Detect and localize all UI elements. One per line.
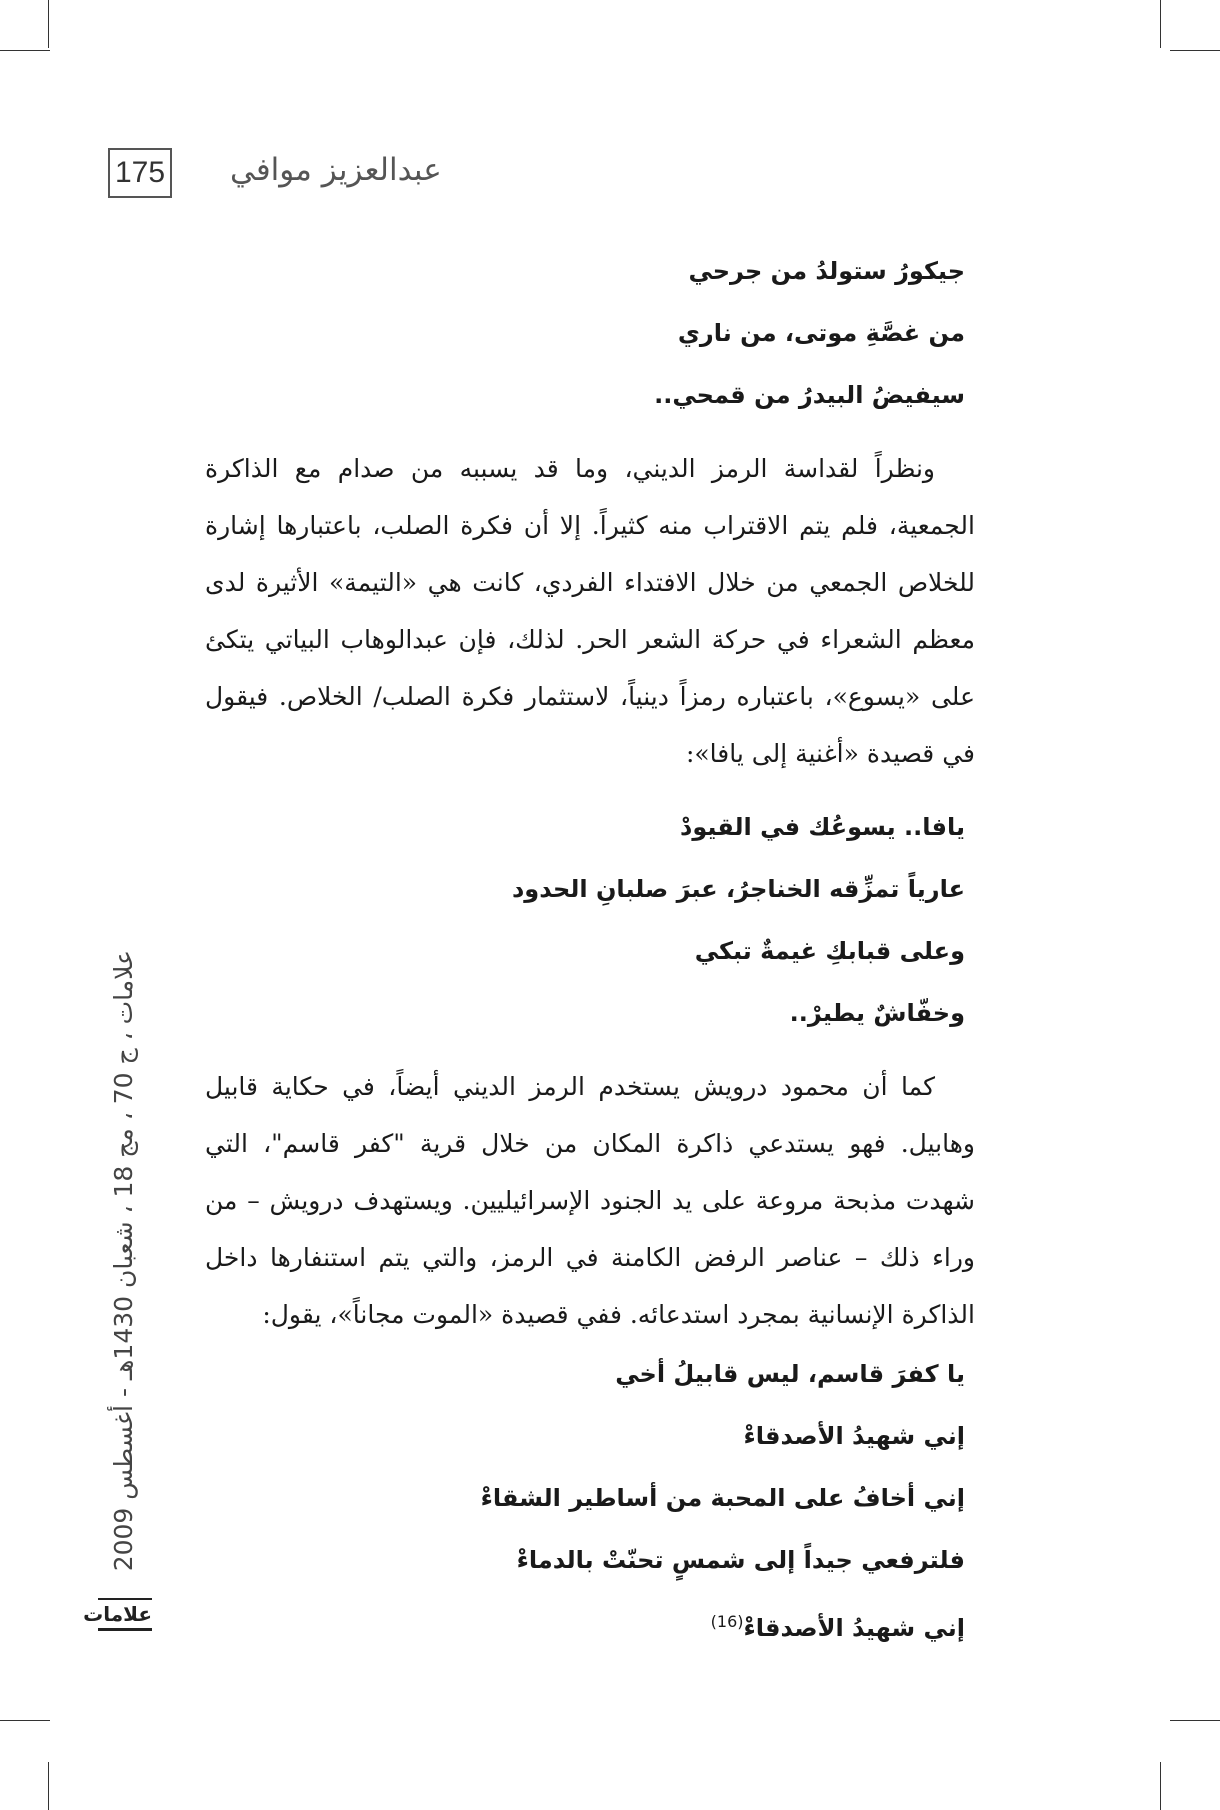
verse-line-last xyxy=(205,1591,965,1659)
verse-line: عارياً تمزِّقه الخناجرُ، عبرَ صلبانِ الحدود xyxy=(511,875,965,903)
verse-line: جيكورُ ستولدُ من جرحي xyxy=(688,257,965,285)
journal-logo: علامات xyxy=(98,1598,152,1631)
paragraph-text: كما أن محمود درويش يستخدم الرمز الديني أيضاً، في حكاية قابيل وهابيل. فهو يستدعي ذاكرة المكان من خلال قرية "كفر قاسم"، التي شهدت مذبحة مروعة على يد الجنود الإسرائيليين. ويستهدف درويش – من وراء ذلك – عناصر الرفض الكامنة في الرمز، والتي يتم استنفارها داخل الذاكرة الإنسانية بمجرد استدعائه. ففي قصيدة «الموت مجاناً»، يقول: xyxy=(205,1072,975,1329)
verse-line: يا كفرَ قاسم، ليس قابيلُ أخي xyxy=(615,1360,965,1388)
verse-line: إني شهيدُ الأصدقاءْ xyxy=(743,1422,965,1450)
verse-text: إني شهيدُ الأصدقاءْ xyxy=(743,1614,965,1642)
poem-excerpt-2 xyxy=(205,796,975,1044)
crop-mark xyxy=(48,0,49,48)
poem-excerpt-1 xyxy=(205,240,975,426)
body-paragraph-1 xyxy=(205,440,975,782)
crop-mark xyxy=(1170,50,1220,51)
footnote-reference[interactable]: (16) xyxy=(710,1612,744,1631)
crop-mark xyxy=(0,50,50,51)
crop-mark xyxy=(1160,0,1161,48)
verse-line: سيفيضُ البيدرُ من قمحي.. xyxy=(654,381,965,409)
running-header-author: عبدالعزيز موافي xyxy=(230,152,442,188)
poem-excerpt-3 xyxy=(205,1343,975,1659)
body-paragraph-2 xyxy=(205,1058,975,1343)
verse-line: وخفّاشٌ يطيرْ.. xyxy=(789,999,965,1027)
verse-line: يافا.. يسوعُك في القيودْ xyxy=(680,813,965,841)
verse-line: من غصَّةِ موتى، من ناري xyxy=(677,319,965,347)
crop-mark xyxy=(1170,1720,1220,1721)
page-number: 175 xyxy=(108,148,172,198)
verse-line: فلترفعي جيداً إلى شمسٍ تحنّتْ بالدماءْ xyxy=(516,1546,965,1574)
crop-mark xyxy=(0,1720,50,1721)
paragraph-text: ونظراً لقداسة الرمز الديني، وما قد يسببه من صدام مع الذاكرة الجمعية، فلم يتم الاقتراب منه كثيراً. إلا أن فكرة الصلب، باعتبارها إشارة للخلاص الجمعي من خلال الافتداء الفردي، كانت هي «التيمة» الأثيرة لدى معظم الشعراء في حركة الشعر الحر. لذلك، فإن عبدالوهاب البياتي يتكئ على «يسوع»، باعتباره رمزاً دينياً، لاستثمار فكرة الصلب/ الخلاص. فيقول في قصيدة «أغنية إلى يافا»: xyxy=(205,454,975,768)
main-text-column xyxy=(205,240,975,1659)
crop-mark xyxy=(48,1762,49,1810)
verse-line: وعلى قبابكِ غيمةٌ تبكي xyxy=(694,937,965,965)
verse-line: إني أخافُ على المحبة من أساطير الشقاءْ xyxy=(480,1484,965,1512)
crop-mark xyxy=(1160,1762,1161,1810)
journal-info: علامات ، ج 70 ، مج 18 ، شعبان 1430هـ - أغسطس 2009 xyxy=(108,950,138,1572)
